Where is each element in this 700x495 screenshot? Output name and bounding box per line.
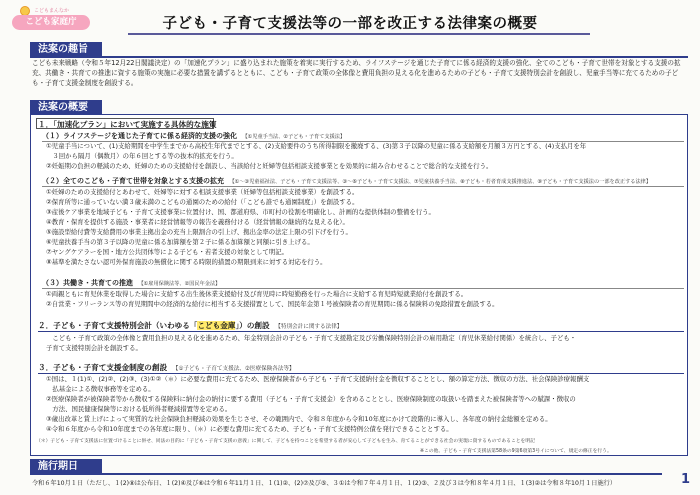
list-item: ①妊婦のための支援給付とあわせて、妊婦等に対する相談支援事業（妊婦等包括相談支援事業）を創設する。 — [46, 188, 359, 196]
s1c-laws: 【①雇用保険法等、②国民年金法】 — [138, 281, 221, 287]
list-item: ②保育所等に通っていない満３歳未満のこどもの通園のための給付（「こども誰でも通園制度」）を創設する。 — [46, 198, 359, 206]
s2-rule — [38, 331, 684, 332]
s2-laws: 【特別会計に関する法律】 — [275, 324, 343, 330]
s2-title: ２．子ども・子育て支援特別会計（いわゆる「こども金庫」）の創設 — [38, 321, 270, 330]
s1b-title — [42, 176, 651, 186]
kodomo-kinko-highlight: こども金庫 — [197, 321, 236, 330]
s1a-title-text: （１）ライフステージを通じた子育てに係る経済的支援の強化 — [42, 132, 238, 140]
list-item: ３回から隔月（偶数月）の年６回とする等の抜本的拡充を行う。 — [46, 152, 238, 160]
enforcement-body: 令和６年10月１日（ただし、１(2)⑧は公布日、１(2)④及び⑥は令和６年11月１日、１(1)②、(2)⑦及び⑤、３①は令和７年４月１日、１(2)③、２及び３は令和８年４月１日、１(3)②は令和８年10月１日施行） — [32, 480, 617, 487]
overview-note: ※この他、子ども・子育て支援法第58条の9第6項第3号イについて、規定の修正を行う。 — [420, 449, 612, 454]
list-item: ②医療保険者が被保険者等から徴収する保険料に納付金の納付に要する費用（子ども・子育て支援金）を含めることとし、医療保険制度の取扱いを踏まえた被保険者等への賦課・徴収の — [46, 395, 576, 403]
enforcement-heading: 施行期日 — [30, 459, 102, 475]
s1b-rule — [42, 186, 684, 187]
list-item: こども・子育て政策の全体像と費用負担の見える化を進めるため、年金特別会計の子ども・子育て支援勘定及び労働保険特別会計の雇用勘定（育児休業給付関係）を統合し、子ども・ — [46, 334, 577, 342]
page-number: 1 — [680, 472, 690, 487]
s3-rule — [38, 373, 684, 374]
list-item: ②妊娠期の負担の軽減のため、妊婦のための支援給付を創設し、当該給付と妊婦等包括相談支援事業とを効果的に組み合わせることで総合的な支援を行う。 — [46, 162, 493, 170]
s3-laws: 【①子ども・子育て支援法、②医療保険各法等】 — [172, 366, 295, 372]
list-item: ③歳出改革と賃上げによって実質的な社会保険負担軽減の効果を生じさせ、その範囲内で、令和８年度から令和10年度にかけて段階的に導入し、各年度の納付金総額を定める。 — [46, 415, 552, 423]
s3-heading — [38, 362, 295, 373]
list-item: ⑦ヤングケアラーを国・地方公共団体等による子ども・若者支援の対象として明記。 — [46, 248, 288, 256]
s1c-rule — [42, 288, 684, 289]
list-item: 子育て支援特別会計を創設する。 — [46, 344, 142, 352]
s1-heading: １．「加速化プラン」において実施する具体的な施策 — [38, 120, 217, 129]
overview-heading: 法案の概要 — [30, 100, 102, 116]
s1a-laws: 【①児童手当法、②子ども・子育て支援法】 — [242, 134, 346, 140]
list-item: 払基金による徴収事務等を定める。 — [46, 385, 155, 393]
s1b-title-text: （２）全てのこども・子育て世帯を対象とする支援の拡充 — [42, 177, 224, 185]
s1b-laws: 【①～③児童福祉法、子ども・子育て支援法等、③～⑥子ども・子育て支援法、⑦児童扶養手当法、⑧子ども・若者育成支援推進法、⑨子ども・子育て支援法の一部を改正する法律】 — [229, 179, 652, 185]
intent-heading: 法案の趣旨 — [30, 42, 102, 58]
list-item: ④令和６年度から令和10年度までの各年度に限り、（＊）に必要な費用に充てるため、子ども・子育て支援特例公債を発行できることとする。 — [46, 425, 453, 433]
logo-tagline: こどもまんなか — [34, 8, 70, 14]
list-item: ④教育・保育を提供する施設・事業者に経営情報等の報告を義務付ける（経営情報の継続的な見える化）。 — [46, 218, 349, 226]
list-item: 方法、国民健康保険等における低所得者軽減措置等を定める。 — [46, 405, 232, 413]
enforcement-rule — [102, 473, 662, 475]
list-item: ②自営業・フリーランス等の育児期間中の経済的な給付に相当する支援措置として、国民年金第１号被保険者の育児期間に係る保険料の免除措置を創設する。 — [46, 300, 499, 308]
list-item: ①両親ともに育児休業を取得した場合に支給する出生後休業支援給付及び育児時に時短勤務を行った場合に支給する育児時短就業給付を創設する。 — [46, 290, 468, 298]
list-item: ①国は、１(1)①、(2)②、(2)③、(3)①②（＊）に必要な費用に充てるため、医療保険者から子ども・子育て支援納付金を徴収することとし、額の算定方法、徴収の方法、社会保険診療報酬支 — [46, 375, 590, 383]
title-underline — [128, 33, 590, 35]
page-title: 子ども・子育て支援法等の一部を改正する法律案の概要 — [162, 16, 538, 32]
list-item: ⑧基準を満たさない認可外保育施設の無償化に関する時限的措置の期限到来に対する対応を行う。 — [46, 258, 327, 266]
list-item: ①児童手当について、(1)支給期間を中学生までから高校生年代までとする、(2)支給要件のうち所得制限を撤廃する、(3)第３子以降の児童に係る支給額を月額３万円とする、(4)支払月を年 — [46, 142, 587, 150]
s3-footnote: （＊）子ども・子育て支援法に位置づけることに併せ、同法の目的に「子ども・子育て支援の意義」に関して、子どもを持つことを希望する者が安心して子どもを生み、育てることができる社会の実現に資するものであることを明記 — [36, 439, 535, 444]
s3-title: ３．子ども・子育て支援金制度の創設 — [38, 363, 168, 372]
list-item: ⑤施設型給付費等支給費用の事業主拠出金の充当上限割合の引上げ、拠出金率の法定上限の引下げを行う。 — [46, 228, 352, 236]
s1c-title — [42, 278, 220, 288]
list-item: ⑥児童扶養手当の第３子以降の児童に係る加算額を第２子に係る加算額と同額に引き上げる。 — [46, 238, 314, 246]
intent-body: こども未来戦略（令和５年12月22日閣議決定）の「加速化プラン」に盛り込まれた施策を着実に実行するため、ライフステージを通じた子育てに係る経済的支援の強化、全てのこども・子育て世帯を対象とする支援の拡充、共働き・共育ての推進に資する施策の実施に必要な措置を講ずるとともに、こども・子育て政策の全体像と費用負担の見える化を進めるための子ども・子育て支援特別会計を創設し、児童手当等に充てるための子ども・子育て支援金制度を創設する。 — [32, 59, 681, 87]
logo-name: こども家庭庁 — [12, 15, 90, 30]
list-item: ③産後ケア事業を地域子ども・子育て支援事業に位置付け、国、都道府県、市町村の役割を明確化し、計画的な提供体制の整備を行う。 — [46, 208, 435, 216]
s1a-title — [42, 131, 345, 141]
s1c-title-text: （３）共働き・共育ての推進 — [42, 279, 133, 287]
s2-heading — [38, 320, 342, 331]
